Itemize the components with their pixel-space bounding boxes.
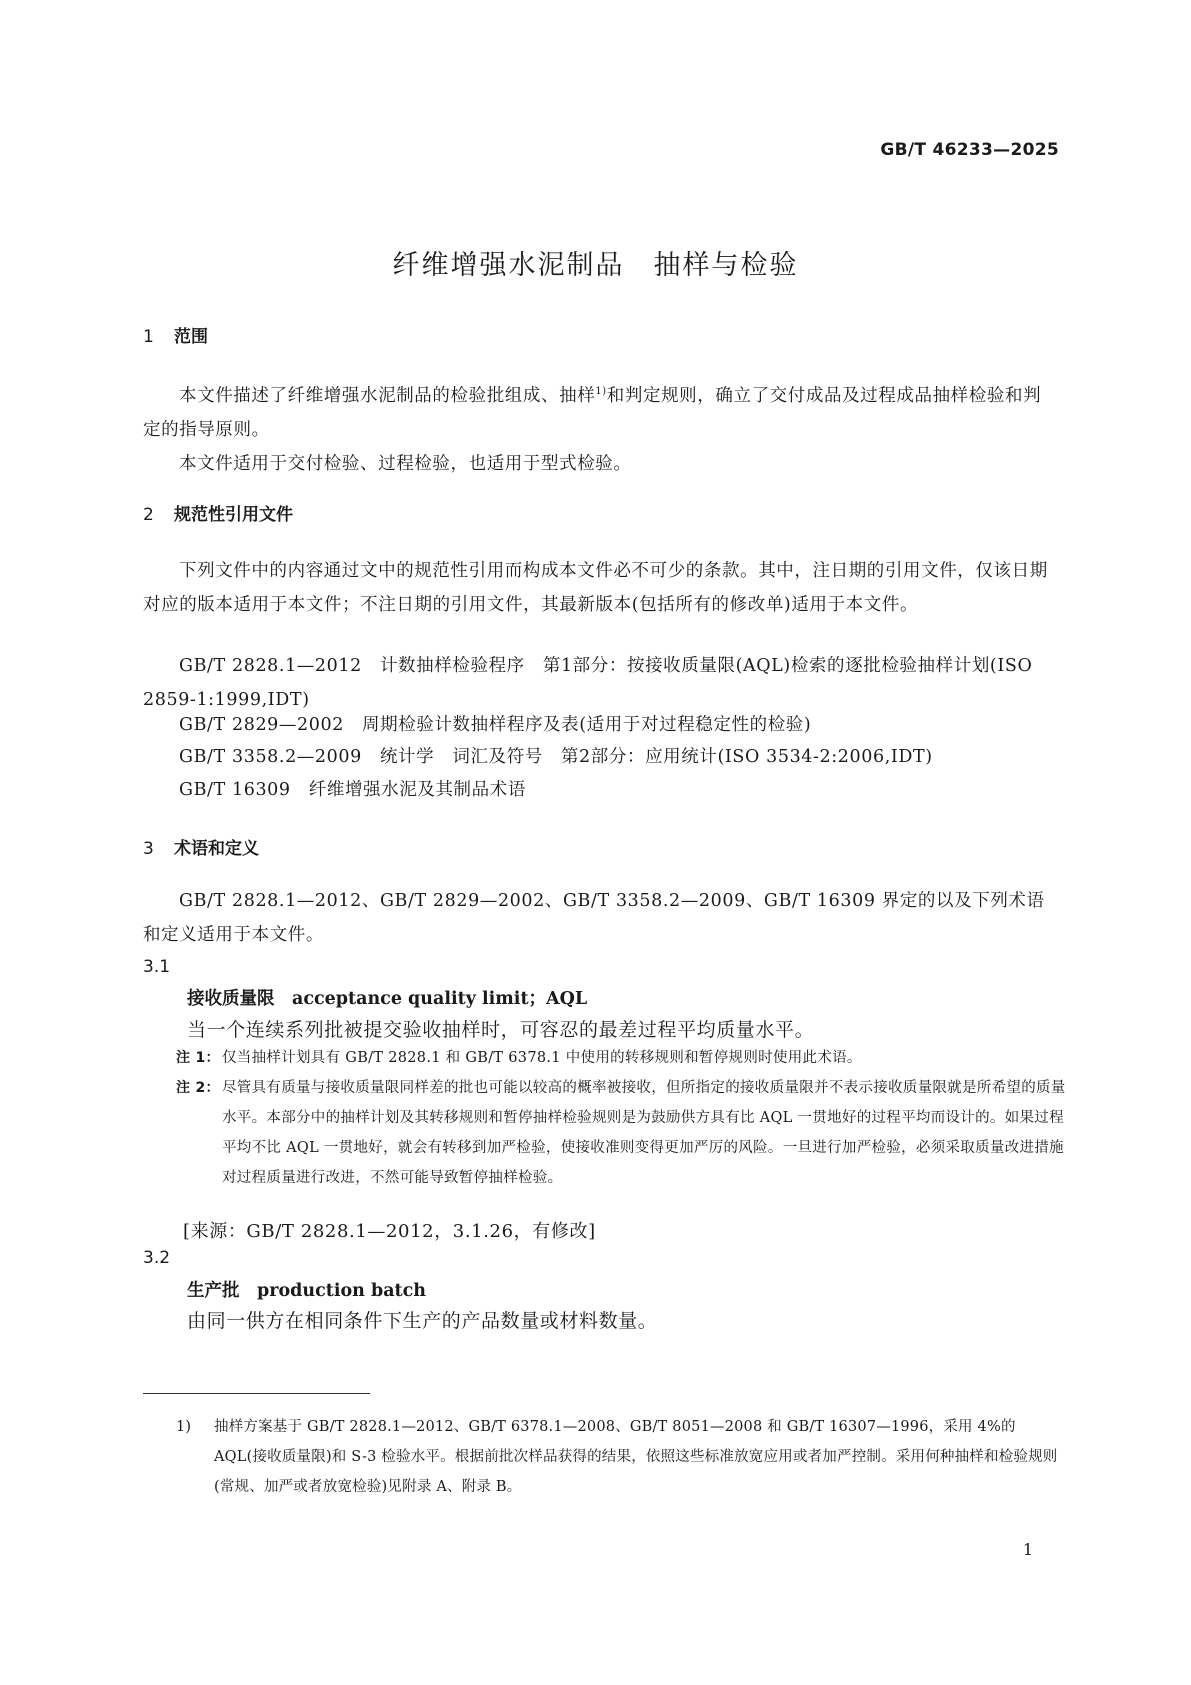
footnote-text: 抽样方案基于 GB/T 2828.1—2012、GB/T 6378.1—2008、GB/T 8051—2008 和 GB/T 16307—1996，采用 4%的 AQL(接收质量限)和 S-3 检验水平。根据前批次样品获得的结果，依照这些标准放宽应用或者加严控制。采用何种抽样和检验规则(常规、加严或者放宽检验)见附录 A、附录 B。	[214, 1419, 1058, 1495]
reference-item: GB/T 16309 纤维增强水泥及其制品术语	[179, 780, 526, 800]
reference-item: GB/T 2829—2002 周期检验计数抽样程序及表(适用于对过程稳定性的检验)	[179, 715, 812, 735]
term-name: 生产批 production batch	[187, 1281, 427, 1301]
note-text: 尽管具有质量与接收质量限同样差的批也可能以较高的概率被接收，但所指定的接收质量限并不表示接收质量限就是所希望的质量水平。本部分中的抽样计划及其转移规则和暂停抽样检验规则是为鼓励供方具有比 AQL 一贯地好的过程平均而设计的。如果过程平均不比 AQL 一贯地好，就会有转移到加严检验，使接收准则变得更加严厉的风险。一旦进行加严检验，必须采取质量改进措施对过程质量进行改进，不然可能导致暂停抽样检验。	[222, 1080, 1066, 1186]
note-label: 注 2：	[176, 1080, 220, 1096]
note-text: 仅当抽样计划具有 GB/T 2828.1 和 GB/T 6378.1 中使用的转移规则和暂停规则时使用此术语。	[222, 1050, 862, 1066]
section-number: 3	[143, 839, 154, 859]
terms-intro	[143, 884, 1059, 952]
footnote	[176, 1412, 1066, 1502]
term-name: 接收质量限 acceptance quality limit；AQL	[187, 989, 588, 1009]
term-note	[176, 1073, 1066, 1193]
reference-item: GB/T 2828.1—2012 计数抽样检验程序 第1部分：按接收质量限(AQL)检索的逐批检验抽样计划(ISO 2859-1:1999,IDT)	[143, 656, 1033, 710]
scope-paragraph: 本文件适用于交付检验、过程检验，也适用于型式检验。	[179, 453, 632, 474]
normative-intro-text: 下列文件中的内容通过文中的规范性引用而构成本文件必不可少的条款。其中，注日期的引用文件，仅该日期对应的版本适用于本文件；不注日期的引用文件，其最新版本(包括所有的修改单)适用于本文件。	[143, 561, 1048, 615]
section-title: 规范性引用文件	[174, 505, 293, 525]
section-heading-scope	[143, 322, 208, 347]
term-note	[176, 1043, 1066, 1073]
section-heading-normative	[143, 500, 293, 525]
section-heading-terms	[143, 834, 259, 859]
terms-intro-text: GB/T 2828.1—2012、GB/T 2829—2002、GB/T 3358.2—2009、GB/T 16309 界定的以及下列术语和定义适用于本文件。	[143, 891, 1045, 945]
scope-text	[143, 375, 1059, 481]
normative-intro	[143, 554, 1059, 622]
footnote-marker: 1)	[595, 386, 607, 397]
section-number: 2	[143, 505, 154, 525]
page-title: 纤维增强水泥制品 抽样与检验	[392, 250, 799, 281]
footnote-separator	[143, 1393, 370, 1394]
footnote-number: 1)	[176, 1419, 192, 1435]
note-label: 注 1：	[176, 1050, 220, 1066]
page-number: 1	[1022, 1540, 1033, 1559]
section-title: 范围	[174, 327, 208, 347]
term-definition: 由同一供方在相同条件下生产的产品数量或材料数量。	[187, 1310, 658, 1332]
term-number: 3.2	[143, 1248, 171, 1268]
document-code: GB/T 46233—2025	[880, 140, 1059, 160]
term-source: [来源：GB/T 2828.1—2012，3.1.26，有修改]	[183, 1221, 596, 1242]
scope-p1-after: 和判定规则，确立了交付成品及过程成品抽样检验和判定的指导原则。	[143, 385, 1042, 440]
term-number: 3.1	[143, 957, 171, 977]
term-definition: 当一个连续系列批被提交验收抽样时，可容忍的最差过程平均质量水平。	[187, 1019, 815, 1041]
scope-paragraph	[143, 375, 1059, 447]
reference-item: GB/T 3358.2—2009 统计学 词汇及符号 第2部分：应用统计(ISO 3534-2:2006,IDT)	[179, 747, 933, 767]
scope-p1-before: 本文件描述了纤维增强水泥制品的检验批组成、抽样	[179, 385, 596, 406]
section-number: 1	[143, 327, 154, 347]
section-title: 术语和定义	[174, 839, 259, 859]
